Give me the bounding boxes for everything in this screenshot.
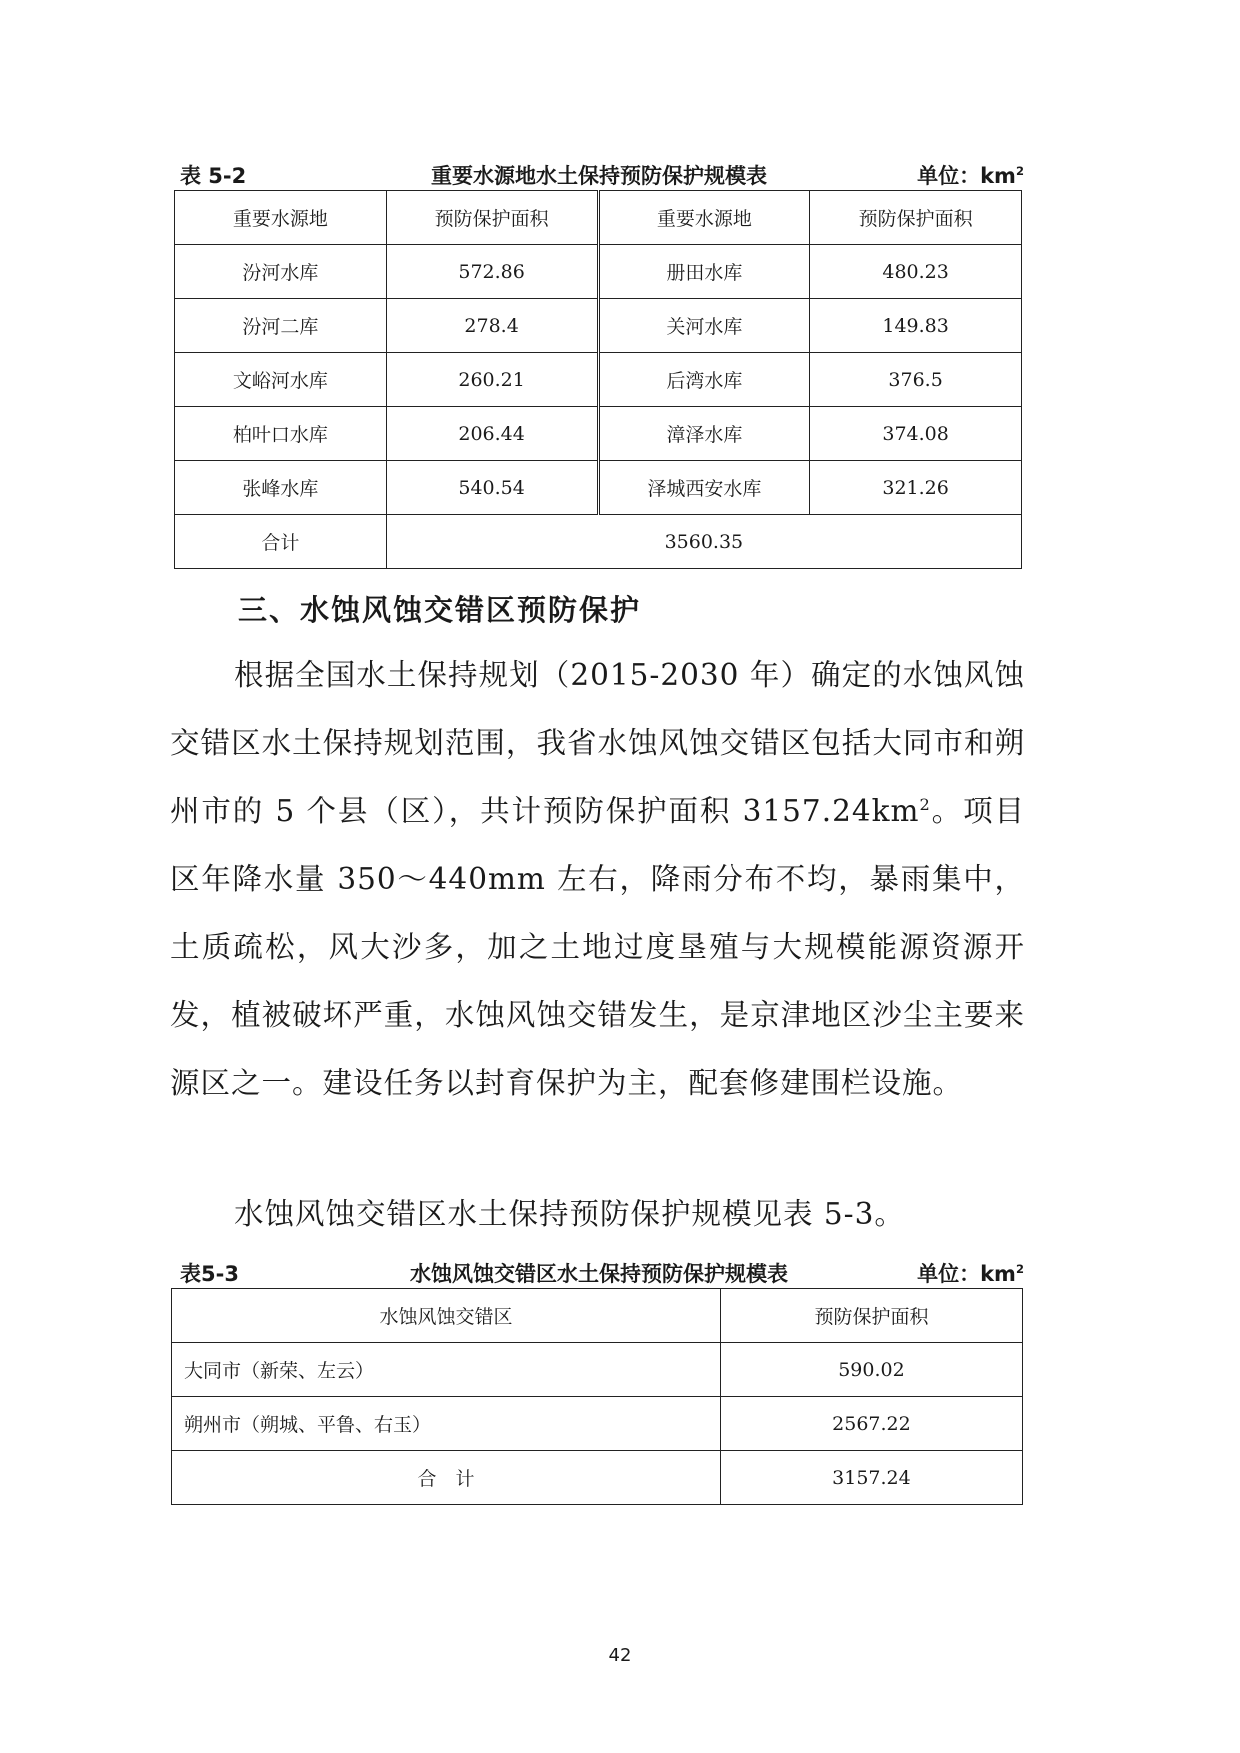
table-header-row [175, 191, 1022, 245]
water-source-table [174, 190, 1022, 569]
body-paragraph: 根据全国水土保持规划（2015-2030 年）确定的水蚀风蚀交错区水土保持规划范围，我省水蚀风蚀交错区包括大同市和朔州市的 5 个县（区），共计预防保护面积 $3157.24km^2$。项目区年降水量 350～440mm 左右，降雨分布不均，暴雨集中，土质疏松，风大沙多，加之土地过度垦殖与大规模能源资源开发，植被破坏严重，水蚀风蚀交错发生，是京津地区沙尘主要来源区之一。建设任务以封育保护为主，配套修建围栏设施。 [170, 658, 1025, 1100]
page-number: 42 [608, 1645, 632, 1666]
cell: 260.21 [386, 353, 598, 407]
table-row [175, 245, 1022, 299]
cell: 321.26 [810, 461, 1022, 515]
cell: 540.54 [386, 461, 598, 515]
table-5-3-caption [174, 1258, 1024, 1284]
cell: 后湾水库 [598, 353, 810, 407]
table-number: 表 5-2 [180, 164, 247, 188]
header-cell: 预防保护面积 [386, 191, 598, 245]
table-title: 水蚀风蚀交错区水土保持预防保护规模表 [410, 1262, 788, 1286]
table-total-row [175, 515, 1022, 569]
table-unit: 单位：$km^2$ [917, 164, 1024, 188]
erosion-zone-table [171, 1288, 1023, 1505]
cell: 149.83 [810, 299, 1022, 353]
table-header-row [172, 1289, 1023, 1343]
table-row [175, 353, 1022, 407]
table-row [172, 1343, 1023, 1397]
header-cell: 水蚀风蚀交错区 [172, 1289, 721, 1343]
cell: 朔州市（朔城、平鲁、右玉） [172, 1397, 721, 1451]
cell: 480.23 [810, 245, 1022, 299]
cell: 2567.22 [720, 1397, 1022, 1451]
table-unit: 单位：$km^2$ [917, 1262, 1024, 1286]
cell: 册田水库 [598, 245, 810, 299]
cell: 漳泽水库 [598, 407, 810, 461]
table-row [175, 461, 1022, 515]
cell: 柏叶口水库 [175, 407, 387, 461]
total-label: 合计 [175, 515, 387, 569]
table-row [172, 1397, 1023, 1451]
table-number: 表5-3 [180, 1262, 239, 1286]
table-row [175, 299, 1022, 353]
cell: 278.4 [386, 299, 598, 353]
total-value: 3157.24 [720, 1451, 1022, 1505]
total-label: 合 计 [172, 1451, 721, 1505]
cell: 376.5 [810, 353, 1022, 407]
cell: 张峰水库 [175, 461, 387, 515]
header-cell: 预防保护面积 [810, 191, 1022, 245]
cell: 文峪河水库 [175, 353, 387, 407]
cell: 关河水库 [598, 299, 810, 353]
header-cell: 预防保护面积 [720, 1289, 1022, 1343]
header-cell: 重要水源地 [175, 191, 387, 245]
table-title: 重要水源地水土保持预防保护规模表 [431, 164, 767, 188]
cell: 590.02 [720, 1343, 1022, 1397]
total-value: 3560.35 [386, 515, 1021, 569]
cell: 大同市（新荣、左云） [172, 1343, 721, 1397]
cell: 206.44 [386, 407, 598, 461]
table-total-row [172, 1451, 1023, 1505]
cell: 泽城西安水库 [598, 461, 810, 515]
table-row [175, 407, 1022, 461]
table-5-2-caption [174, 160, 1024, 186]
section-heading: 三、水蚀风蚀交错区预防保护 [238, 593, 642, 627]
body-paragraph-reference: 水蚀风蚀交错区水土保持预防保护规模见表 5-3。 [234, 1197, 905, 1231]
cell: 572.86 [386, 245, 598, 299]
header-cell: 重要水源地 [598, 191, 810, 245]
cell: 汾河二库 [175, 299, 387, 353]
cell: 汾河水库 [175, 245, 387, 299]
cell: 374.08 [810, 407, 1022, 461]
